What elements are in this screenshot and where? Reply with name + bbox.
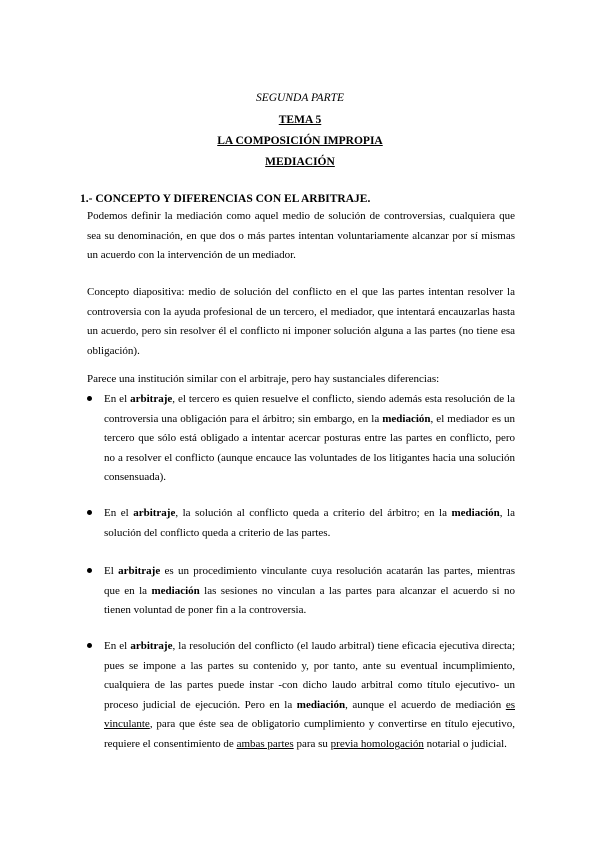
list-item-text: En el arbitraje, la solución al conflicto queda a criterio del árbitro; en la mediación, la solución del conflicto queda a criterio de las partes. <box>104 507 515 539</box>
bullet-icon <box>87 643 92 648</box>
title-heading: LA COMPOSICIÓN IMPROPIA <box>217 135 383 147</box>
keyword: mediación <box>151 584 200 597</box>
underlined-phrase: es vinculante <box>104 698 515 731</box>
bullet-icon <box>87 510 92 515</box>
list-item <box>87 390 515 488</box>
keyword: arbitraje <box>130 640 173 652</box>
list-item-text: El arbitraje es un procedimiento vinculante cuya resolución acatarán las partes, mientras que en la mediación las sesiones no vinculan a las partes para alcanzar el acuerdo si no tienen voluntad de poner fin a la controversia. <box>104 565 516 617</box>
topic-heading: TEMA 5 <box>278 114 322 126</box>
definition-paragraph: Podemos definir la mediación como aquel medio de solución de controversias, cualquiera que sea su denominación, en que dos o más partes intentan voluntariamente alcanzar por sí mismas un acuerdo con la intervención de un mediador. <box>87 210 515 262</box>
list-item <box>87 562 515 621</box>
list-item <box>87 637 515 755</box>
list-item <box>87 504 515 543</box>
underlined-phrase: previa homologación <box>330 737 424 750</box>
part-label: SEGUNDA PARTE <box>255 92 345 104</box>
keyword: mediación <box>296 698 346 711</box>
keyword: mediación <box>451 507 500 519</box>
keyword: arbitraje <box>133 507 176 519</box>
intro-line: Parece una institución similar con el arbitraje, pero hay sustanciales diferencias: <box>87 373 440 385</box>
slide-concept-paragraph: Concepto diapositiva: medio de solución del conflicto en el que las partes intentan resolver la controversia con la ayuda profesional de un tercero, el mediador, que intentará encauzarlas hasta un acuerdo, pero sin resolver él el conflicto ni imponer solución alguna a las partes (no tiene esa obligación). <box>87 286 515 357</box>
subtitle-heading: MEDIACIÓN <box>265 156 335 168</box>
section-heading: 1.- CONCEPTO Y DIFERENCIAS CON EL ARBITRAJE. <box>80 193 371 205</box>
bullet-icon <box>87 396 92 401</box>
bullet-icon <box>87 568 92 573</box>
keyword: arbitraje <box>130 393 173 405</box>
list-item-text: En el arbitraje, la resolución del conflicto (el laudo arbitral) tiene eficacia ejecutiva directa; pues se impone a las partes su contenido y, por tanto, ante su eventual incumplimiento, cualquiera de las partes puede instar -con dicho laudo arbitral como título ejecutivo- un proceso judicial de ejecución. Pero en la mediación, aunque el acuerdo de mediación es vinculante, para que éste sea de obligatorio cumplimiento y convertirse en título ejecutivo, requiere el consentimiento de ambas partes para su previa homologación notarial o judicial. <box>104 640 515 750</box>
underlined-phrase: ambas partes <box>236 737 294 750</box>
keyword: arbitraje <box>118 565 161 577</box>
keyword: mediación <box>382 412 431 425</box>
list-item-text: En el arbitraje, el tercero es quien resuelve el conflicto, siendo además esta resolución de la controversia una obligación para el árbitro; sin embargo, en la mediación, el mediador es un tercero que sólo está obligado a intentar acercar posturas entre las partes en conflicto, pero no a resolver el conflicto (aunque encauce las voluntades de los litigantes hacia una solución consensuada). <box>104 393 515 484</box>
